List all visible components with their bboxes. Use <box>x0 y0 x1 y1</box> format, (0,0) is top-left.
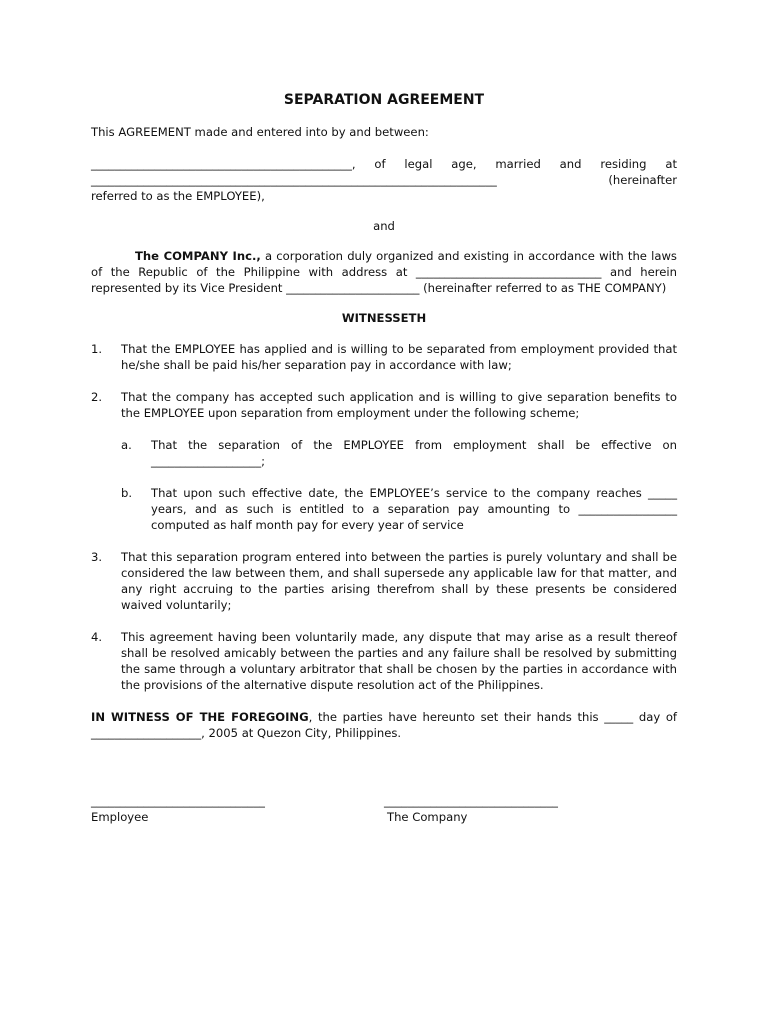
employee-signature <box>91 793 384 825</box>
subclause-a <box>121 437 677 469</box>
employee-party-paragraph <box>91 156 677 204</box>
clause-4 <box>91 629 677 693</box>
subclause-b <box>121 485 677 533</box>
clause-text: This agreement having been voluntarily made, any dispute that may arise as a result thereof shall be resolved amicably between the parties and any failure shall be resolved by submitting the same through a voluntary arbitrator that shall be chosen by the parties in accordance with the provisions of the alternative dispute resolution act of the Philippines. <box>121 630 677 692</box>
employee-signature-label: Employee <box>91 810 149 824</box>
company-signature-label: The Company <box>387 810 468 824</box>
witnesseth-heading: WITNESSETH <box>341 311 427 325</box>
company-signature <box>384 793 677 825</box>
closing-paragraph <box>91 709 677 741</box>
company-party-paragraph <box>91 248 677 296</box>
clause-number: 1. <box>91 342 103 356</box>
employee-party-line-1: _____________________________________________, of legal age, married and residing at <box>91 157 677 171</box>
employee-party-line-2: ______________________________________________________________________ (hereinafter <box>91 173 677 187</box>
clause-text: That the company has accepted such application and is willing to give separation benefits to the EMPLOYEE upon separation from employment under the following scheme; <box>121 390 677 420</box>
clause-text: That this separation program entered into between the parties is purely voluntary and shall be considered the law between them, and shall supersede any applicable law for that matter, and any right accruing to the parties arising therefrom shall by these presents be considered waived voluntarily; <box>121 550 677 612</box>
signature-line: ______________________________ <box>384 794 558 808</box>
company-party-text: a corporation duly organized and existing in accordance with the laws of the Republic of the Philippine with address at ________________________________ and herein represented by its Vice President _______________________ (hereinafter referred to as THE COMPANY) <box>91 249 677 295</box>
clause-1 <box>91 341 677 373</box>
clause-number: 2. <box>91 390 103 404</box>
company-name: The COMPANY Inc., <box>135 249 261 263</box>
clause-number: 3. <box>91 550 103 564</box>
clause-number: 4. <box>91 630 103 644</box>
signature-block <box>91 793 677 825</box>
subclause-text: That upon such effective date, the EMPLOYEE’s service to the company reaches _____ years, and as such is entitled to a separation pay amounting to _________________ computed as half month pay for every year of service <box>151 486 677 532</box>
closing-text: , the parties have hereunto set their hands this _____ day of ___________________, 2005 at Quezon City, Philippines. <box>91 710 677 740</box>
subclause-letter: a. <box>121 438 132 452</box>
subclause-text: That the separation of the EMPLOYEE from employment shall be effective on ___________________; <box>151 438 677 468</box>
and-separator: and <box>373 219 395 233</box>
document-title: SEPARATION AGREEMENT <box>283 92 485 108</box>
clause-2 <box>91 389 677 421</box>
clause-text: That the EMPLOYEE has applied and is willing to be separated from employment provided that he/she shall be paid his/her separation pay in accordance with law; <box>121 342 677 372</box>
closing-bold-lead: IN WITNESS OF THE FOREGOING <box>91 710 309 724</box>
subclause-letter: b. <box>121 486 133 500</box>
signature-line: ______________________________ <box>91 794 265 808</box>
clause-3 <box>91 549 677 613</box>
employee-party-line-3: referred to as the EMPLOYEE), <box>91 189 265 203</box>
intro-paragraph: This AGREEMENT made and entered into by and between: <box>91 125 429 139</box>
